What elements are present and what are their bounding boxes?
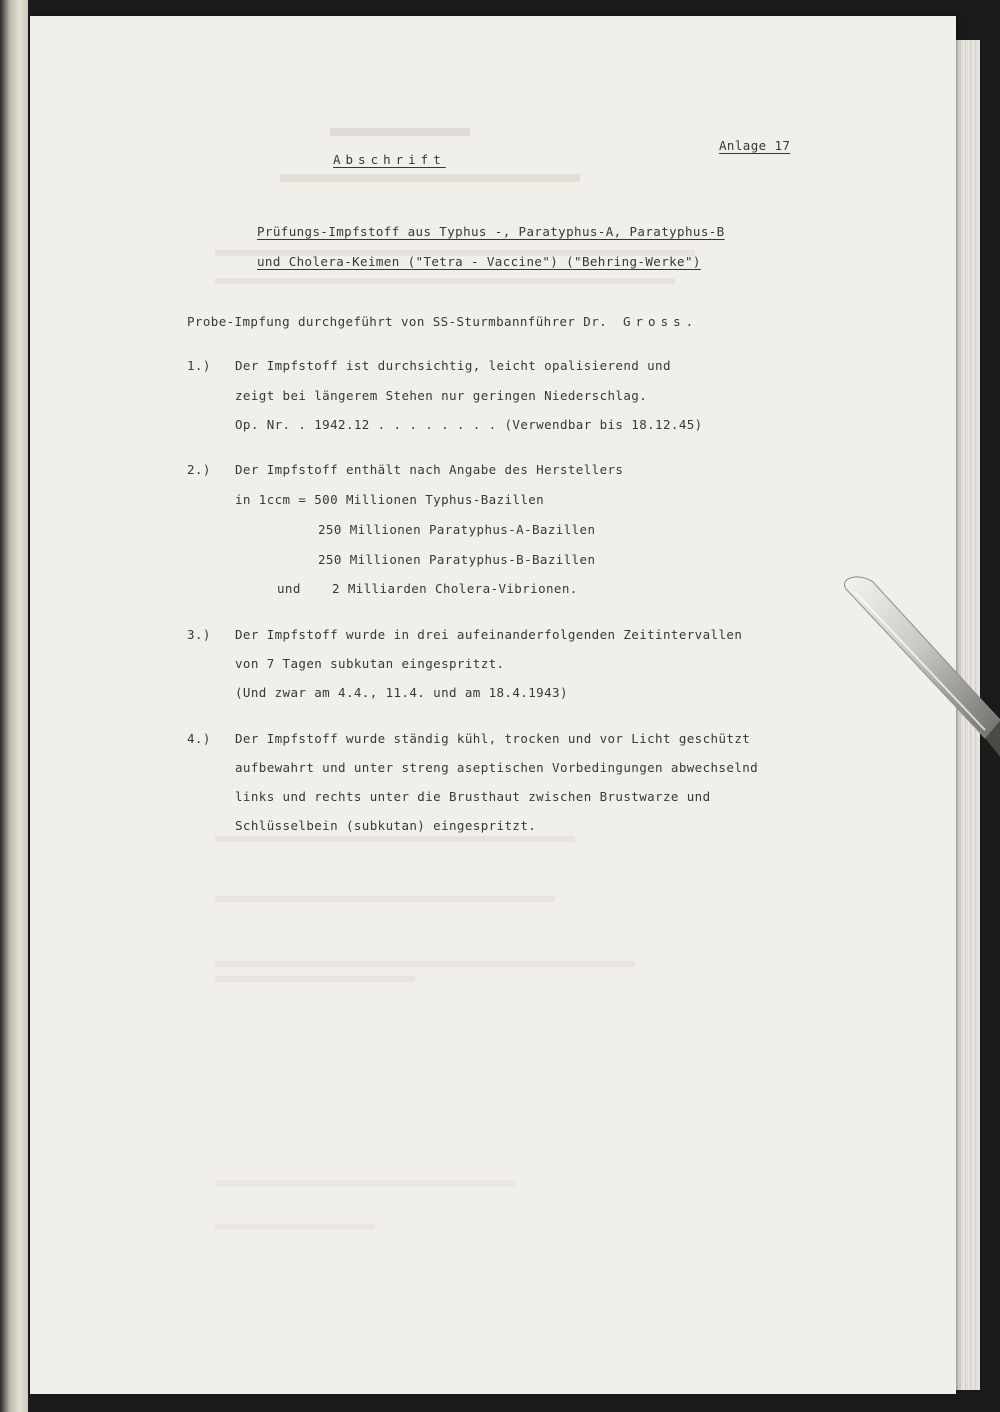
item-number: 3.): [187, 627, 211, 642]
item-number: 2.): [187, 462, 211, 477]
tweezers-icon: [835, 570, 1000, 870]
item-line: 2 Milliarden Cholera-Vibrionen.: [332, 581, 578, 596]
item-line: Schlüsselbein (subkutan) eingespritzt.: [235, 818, 537, 833]
item-line: Der Impfstoff wurde in drei aufeinanderfolgenden Zeitintervallen: [235, 627, 743, 642]
show-through-mark: [215, 896, 555, 902]
title-line-1: Prüfungs-Impfstoff aus Typhus -, Paratyphus-A, Paratyphus-B: [257, 224, 725, 239]
item-line: Der Impfstoff enthält nach Angabe des Herstellers: [235, 462, 624, 477]
item-line: links und rechts unter die Brusthaut zwischen Brustwarze und: [235, 789, 711, 804]
book-binding-edge: [0, 0, 28, 1412]
show-through-mark: [280, 174, 580, 182]
show-through-mark: [215, 278, 675, 284]
item-line: 250 Millionen Paratyphus-A-Bazillen: [318, 522, 596, 537]
show-through-mark: [215, 961, 635, 967]
item-line: aufbewahrt und unter streng aseptischen Vorbedingungen abwechselnd: [235, 760, 759, 775]
item-line: 250 Millionen Paratyphus-B-Bazillen: [318, 552, 596, 567]
item-line: zeigt bei längerem Stehen nur geringen Niederschlag.: [235, 388, 648, 403]
item-line: in 1ccm = 500 Millionen Typhus-Bazillen: [235, 492, 545, 507]
item-number: 4.): [187, 731, 211, 746]
show-through-mark: [215, 1180, 515, 1186]
annex-number: Anlage 17: [719, 138, 791, 153]
document-heading: Abschrift: [333, 152, 446, 167]
show-through-mark: [215, 1224, 375, 1230]
item-line: Der Impfstoff wurde ständig kühl, trocken und vor Licht geschützt: [235, 731, 751, 746]
item-line: Op. Nr. . 1942.12 . . . . . . . . (Verwendbar bis 18.12.45): [235, 417, 703, 432]
item-line: (Und zwar am 4.4., 11.4. und am 18.4.1943): [235, 685, 568, 700]
title-line-2: und Cholera-Keimen ("Tetra - Vaccine") ("Behring-Werke"): [257, 254, 701, 269]
item-line: und: [277, 581, 301, 596]
item-number: 1.): [187, 358, 211, 373]
show-through-mark: [330, 128, 470, 136]
document-page: [30, 16, 956, 1394]
item-line: Der Impfstoff ist durchsichtig, leicht opalisierend und: [235, 358, 671, 373]
show-through-mark: [215, 976, 415, 982]
probe-line: [187, 314, 698, 329]
probe-text: Probe-Impfung durchgeführt von SS-Sturmbannführer Dr.: [187, 314, 608, 329]
show-through-mark: [215, 836, 575, 842]
probe-doctor-name: Gross.: [623, 314, 699, 329]
item-line: von 7 Tagen subkutan eingespritzt.: [235, 656, 505, 671]
